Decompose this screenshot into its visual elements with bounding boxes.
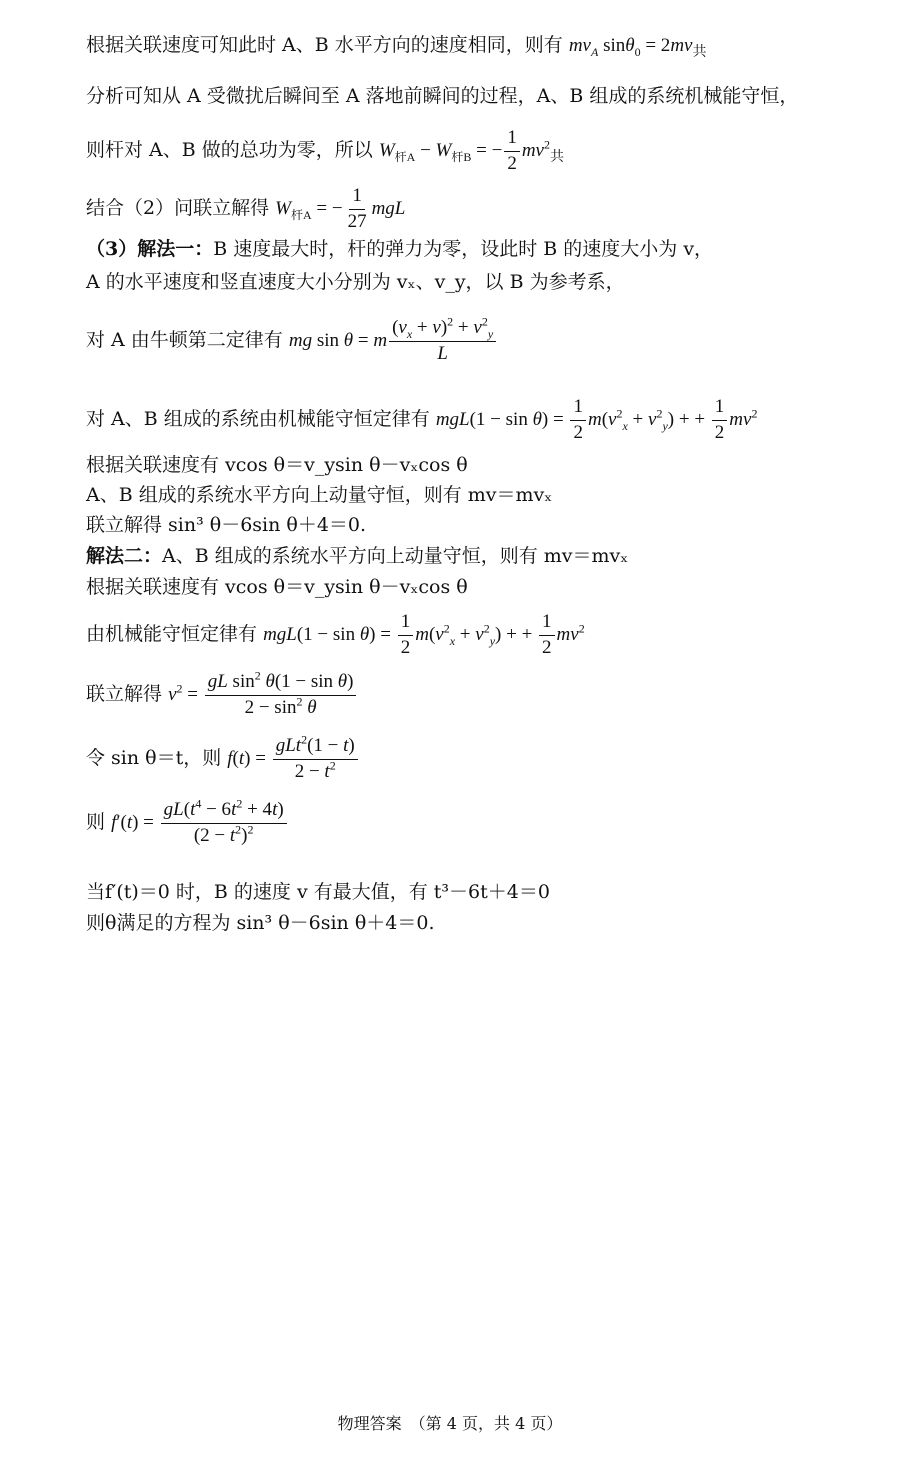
text-line-5	[86, 240, 713, 259]
text-line-4	[86, 186, 405, 233]
equation-7: mg sin θ = m $\frac{(v_x + v)^2 + v^2_y}{L}$	[289, 330, 498, 351]
method-two-label: 解法二：	[86, 545, 163, 567]
line-2-text: 分析可知从 A 受微扰后瞬间至 A 落地前瞬间的过程，A、B 组成的系统机械能守恒，	[86, 85, 799, 107]
line-1-text: 根据关联速度可知此时 A、B 水平方向的速度相同，则有	[86, 34, 563, 56]
text-line-2	[86, 87, 798, 106]
line-12-text: A、B 组成的系统水平方向上动量守恒，则有 mv＝mvₓ	[162, 545, 629, 567]
line-10-text: A、B 组成的系统水平方向上动量守恒，则有 mv＝mvₓ	[86, 484, 553, 506]
line-3-text: 则杆对 A、B 做的总功为零，所以	[86, 138, 373, 161]
text-line-9	[86, 456, 468, 475]
text-line-18	[86, 883, 550, 902]
text-line-17	[86, 796, 289, 847]
line-9-text: 根据关联速度有 vcos θ＝v_ysin θ－vₓcos θ	[86, 454, 468, 476]
text-line-11	[86, 516, 366, 535]
text-line-15	[86, 668, 358, 719]
line-19-text: 则θ满足的方程为 sin³ θ－6sin θ＋4＝0.	[86, 912, 435, 934]
equation-14: mgL(1 − sin θ) = $\frac{1}{2}$ $m(v^2_x + v^2_y)$ + + $\frac{1}{2}$ $mv^2$	[263, 611, 585, 658]
line-7-text: 对 A 由牛顿第二定律有	[86, 328, 283, 351]
text-line-16	[86, 732, 360, 783]
line-14-text: 由机械能守恒定律有	[86, 622, 258, 645]
equation-17: f′(t) = $\frac{gL(t^4 - 6t^2 + 4t)}{(2 - t^2)^2}$	[111, 812, 289, 833]
text-line-7	[86, 314, 498, 365]
line-18-text: 当f′(t)＝0 时，B 的速度 v 有最大值，有 t³－6t＋4＝0	[86, 881, 550, 903]
text-line-10	[86, 486, 552, 505]
equation-4: $W_{杆A}$ = − $\frac{1}{27}$ mgL	[275, 185, 406, 232]
page-footer: 物理答案 （第 4 页，共 4 页）	[337, 1414, 563, 1433]
text-line-1	[86, 34, 707, 60]
equation-1: $mv_A$ $\sin\theta_0 = 2mv_共$	[568, 35, 707, 60]
text-line-12	[86, 547, 628, 566]
method-one-label: （3）解法一：	[86, 238, 214, 260]
equation-8: mgL(1 − sin θ) = $\frac{1}{2}$ $m(v^2_x + v^2_y)$ + + $\frac{1}{2}$ $mv^2$	[435, 396, 758, 443]
text-line-14	[86, 612, 585, 659]
line-4-text: 结合（2）问联立解得	[86, 196, 270, 219]
line-6-text: A 的水平速度和竖直速度大小分别为 vₓ、v_y，以 B 为参考系，	[86, 271, 625, 293]
line-15-text: 联立解得	[86, 682, 163, 705]
text-line-3	[86, 128, 564, 175]
line-17-text: 则	[86, 810, 106, 833]
text-line-19	[86, 914, 435, 933]
line-11-text: 联立解得 sin³ θ－6sin θ＋4＝0.	[86, 514, 367, 536]
line-13-text: 根据关联速度有 vcos θ＝v_ysin θ－vₓcos θ	[86, 576, 468, 598]
text-line-6	[86, 273, 625, 292]
line-5-text: B 速度最大时，杆的弹力为零，设此时 B 的速度大小为 v，	[213, 238, 714, 260]
equation-3: $W_{杆A} - W_{杆B}$ = − $\frac{1}{2}$ $mv^2_共$	[378, 127, 564, 174]
equation-15: $v^2$ = $\frac{gL \sin^2 \theta(1 - \sin \theta)}{2 - \sin^2 \theta}$	[168, 684, 358, 705]
equation-16: f(t) = $\frac{gLt^2(1 - t)}{2 - t^2}$	[227, 748, 359, 769]
text-line-13	[86, 578, 468, 597]
line-16-text: 令 sin θ＝t，则	[86, 746, 222, 769]
text-line-8	[86, 397, 757, 444]
line-8-text: 对 A、B 组成的系统由机械能守恒定律有	[86, 407, 430, 430]
